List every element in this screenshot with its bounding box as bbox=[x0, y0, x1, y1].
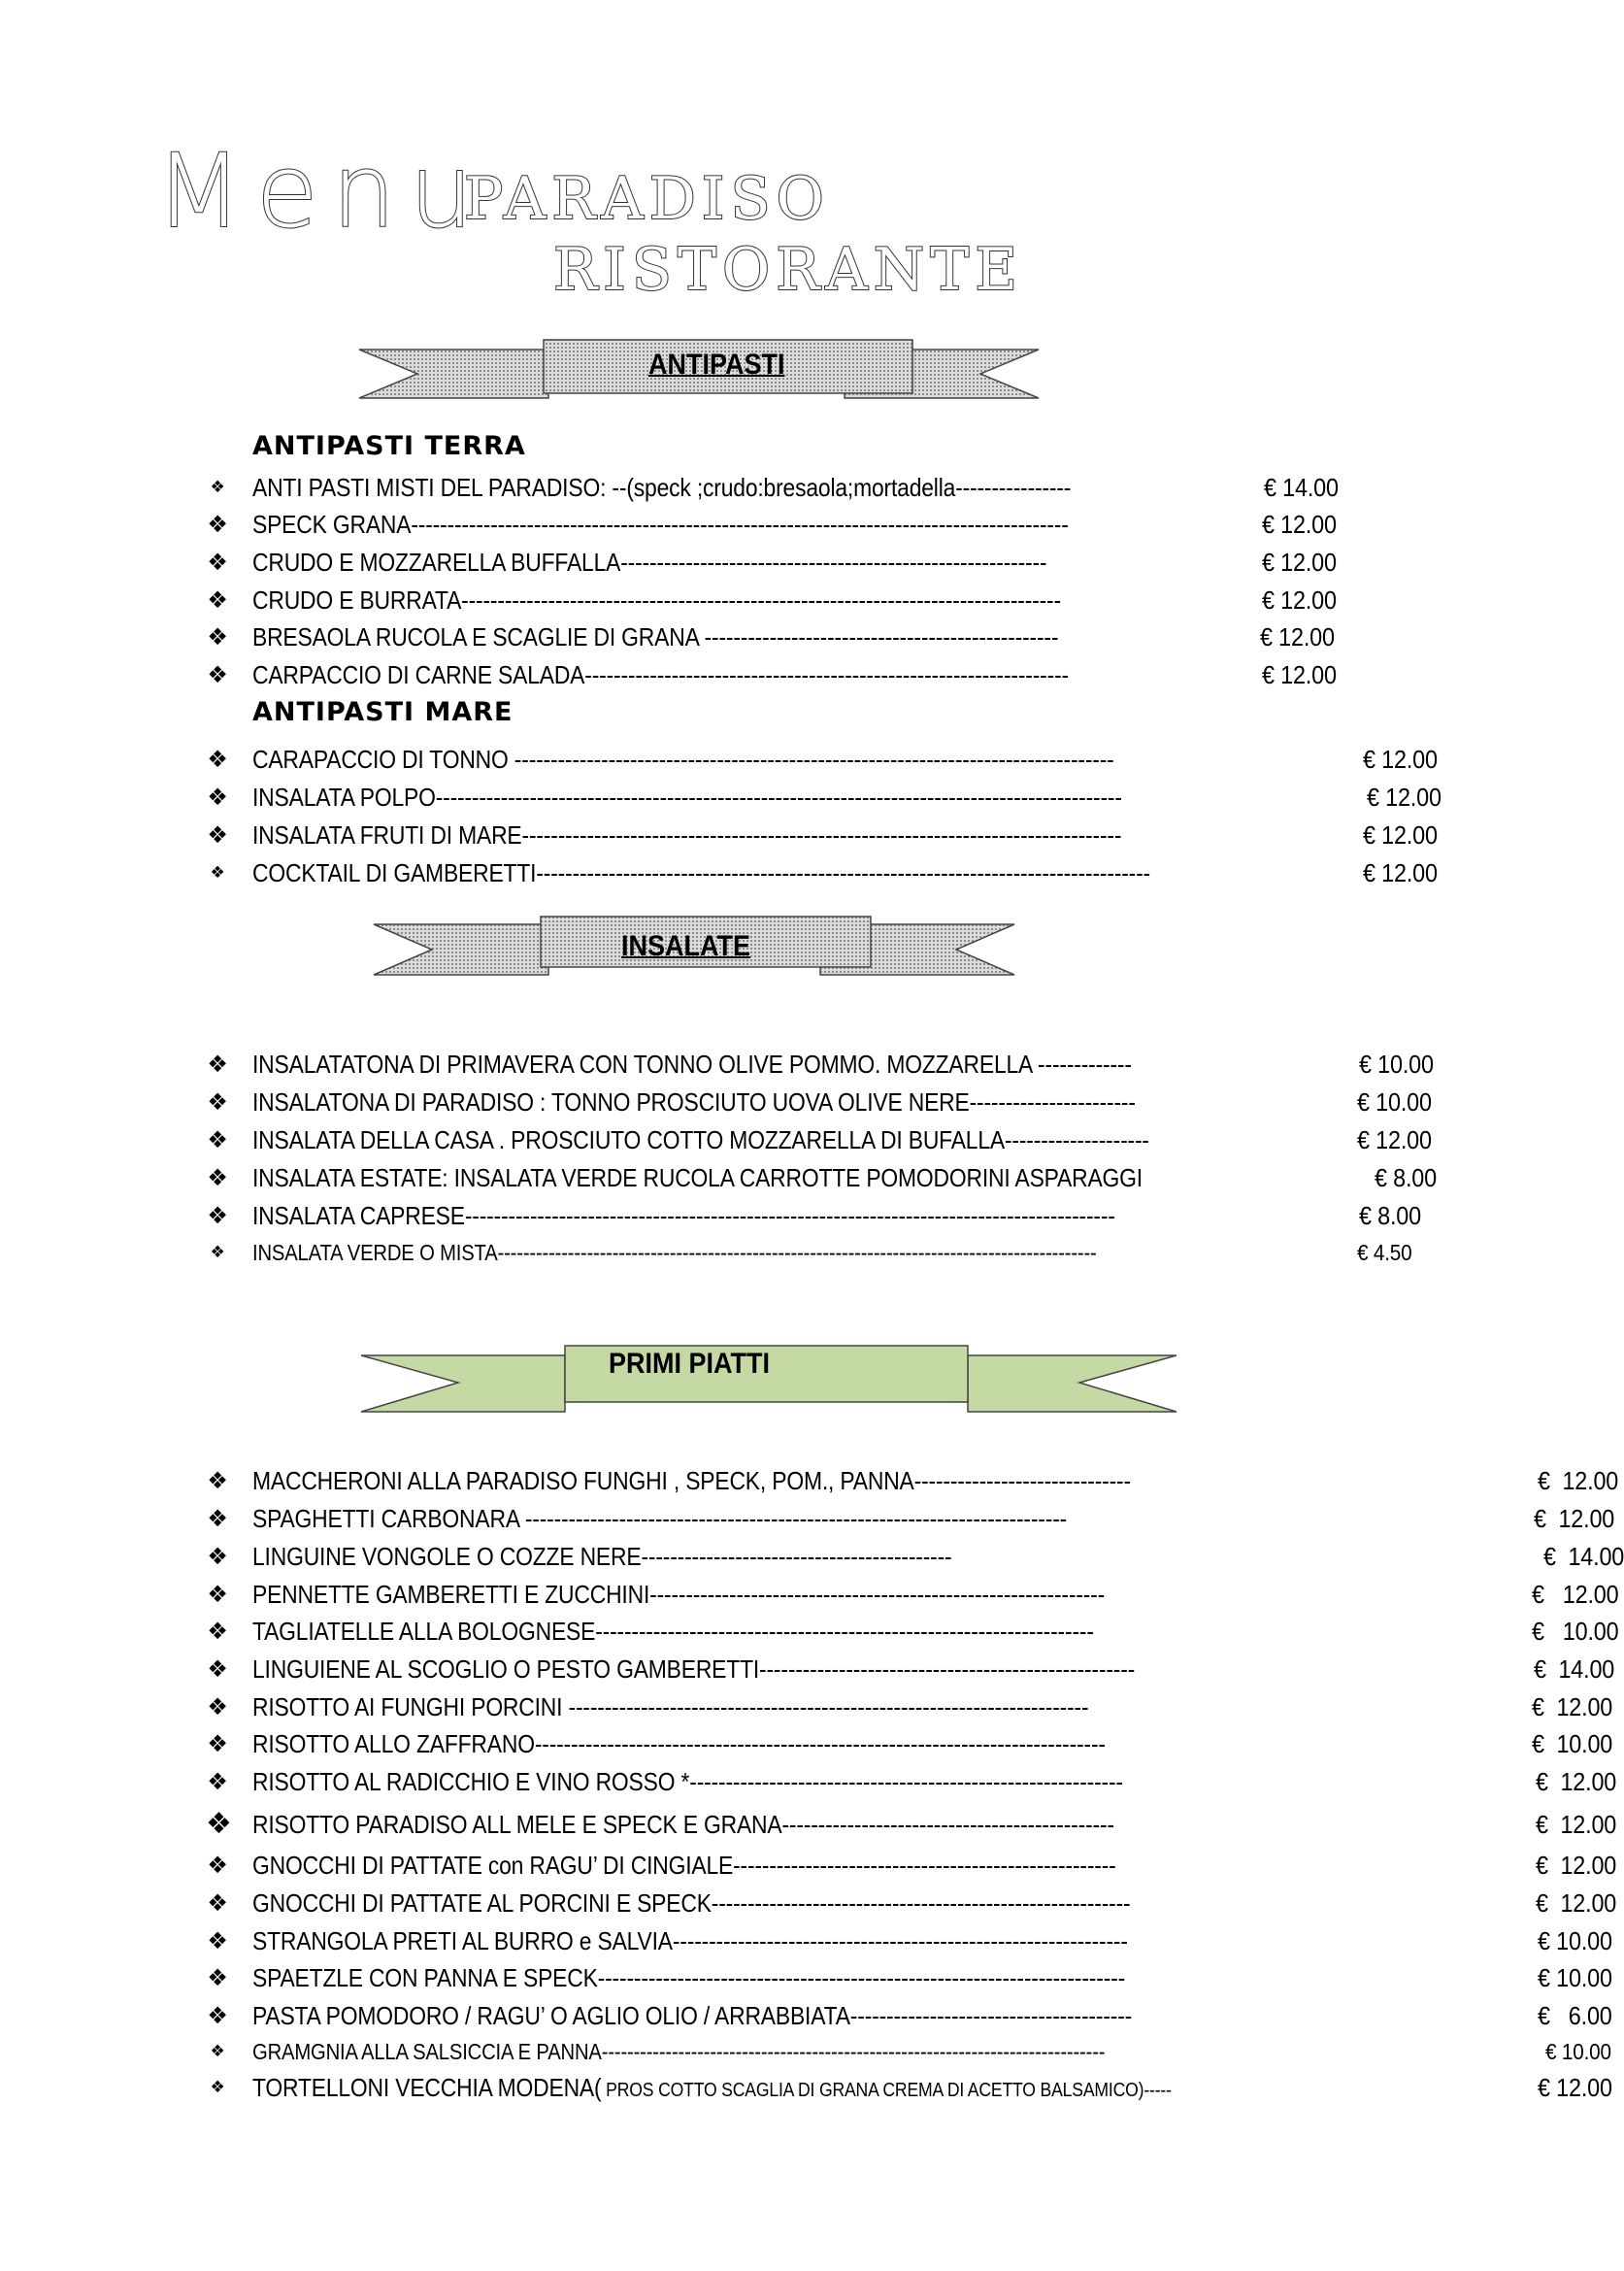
price: € 12.00 bbox=[1262, 585, 1337, 615]
diamond-bullet-icon: ❖ bbox=[207, 623, 228, 651]
title-paradiso-word: PARADISO bbox=[464, 165, 830, 233]
item-description: PROS COTTO SCAGLIA DI GRANA CREMA DI ACETTO BALSAMICO)----- bbox=[601, 2080, 1172, 2101]
price: € 8.00 bbox=[1359, 1201, 1421, 1230]
diamond-bullet-icon: ❖ bbox=[207, 1202, 228, 1229]
price: € 10.00 bbox=[1357, 1087, 1432, 1117]
price: € 14.00 bbox=[1264, 473, 1339, 502]
title-menu-word: Menu bbox=[155, 132, 487, 250]
price: € 12.00 bbox=[1538, 2073, 1612, 2102]
diamond-bullet-icon: ❖ bbox=[207, 511, 228, 538]
price: € 10.00 bbox=[1538, 1963, 1612, 1992]
price: € 12.00 bbox=[1260, 622, 1335, 651]
price: € 12.00 bbox=[1532, 1580, 1619, 1609]
price: € 12.00 bbox=[1262, 548, 1337, 577]
diamond-bullet-icon: ❖ bbox=[210, 1243, 225, 1262]
diamond-bullet-icon: ❖ bbox=[207, 586, 228, 614]
diamond-bullet-icon: ❖ bbox=[207, 1964, 228, 1991]
diamond-bullet-icon: ❖ bbox=[207, 1051, 228, 1078]
diamond-bullet-icon: ❖ bbox=[207, 661, 228, 688]
diamond-bullet-icon: ❖ bbox=[207, 1693, 228, 1720]
price: € 4.50 bbox=[1357, 1240, 1412, 1265]
price: € 12.00 bbox=[1363, 858, 1438, 887]
diamond-bullet-icon: ❖ bbox=[207, 1543, 228, 1570]
price: € 12.00 bbox=[1534, 1504, 1615, 1533]
price: € 10.00 bbox=[1359, 1050, 1434, 1079]
diamond-bullet-icon: ❖ bbox=[207, 1889, 228, 1917]
diamond-bullet-icon: ❖ bbox=[207, 1655, 228, 1683]
diamond-bullet-icon: ❖ bbox=[210, 2078, 225, 2097]
diamond-bullet-icon: ❖ bbox=[207, 1126, 228, 1153]
price: € 12.00 bbox=[1538, 1466, 1619, 1495]
diamond-bullet-icon: ❖ bbox=[207, 1852, 228, 1879]
diamond-bullet-icon: ❖ bbox=[207, 1467, 228, 1494]
diamond-bullet-icon: ❖ bbox=[207, 784, 228, 811]
item-name: TORTELLONI VECCHIA MODENA( bbox=[252, 2073, 602, 2102]
diamond-bullet-icon: ❖ bbox=[207, 1927, 228, 1954]
diamond-bullet-icon: ❖ bbox=[207, 1618, 228, 1645]
diamond-bullet-icon: ❖ bbox=[207, 1088, 228, 1116]
antipasti-mare-heading: ANTIPASTI MARE bbox=[252, 697, 514, 727]
primi-piatti-banner bbox=[361, 1344, 1177, 1419]
price: € 12.00 bbox=[1536, 1767, 1617, 1796]
price: € 12.00 bbox=[1367, 783, 1442, 812]
diamond-bullet-icon: ❖ bbox=[206, 1807, 232, 1841]
price: € 10.00 bbox=[1532, 1617, 1619, 1646]
diamond-bullet-icon: ❖ bbox=[207, 1730, 228, 1757]
price: € 12.00 bbox=[1536, 1888, 1617, 1918]
antipasti-banner bbox=[359, 335, 1039, 408]
diamond-bullet-icon: ❖ bbox=[207, 821, 228, 849]
diamond-bullet-icon: ❖ bbox=[210, 2042, 225, 2061]
price: € 12.00 bbox=[1363, 820, 1438, 850]
price: € 10.00 bbox=[1545, 2039, 1611, 2064]
price: € 12.00 bbox=[1262, 510, 1337, 539]
diamond-bullet-icon: ❖ bbox=[207, 1164, 228, 1191]
antipasti-terra-heading: ANTIPASTI TERRA bbox=[252, 431, 526, 461]
price: € 10.00 bbox=[1532, 1729, 1613, 1758]
diamond-bullet-icon: ❖ bbox=[210, 863, 225, 883]
primi-piatti-banner-label: PRIMI PIATTI bbox=[609, 1348, 771, 1380]
diamond-bullet-icon: ❖ bbox=[207, 549, 228, 576]
title-ristorante-word: RISTORANTE bbox=[553, 236, 1024, 304]
diamond-bullet-icon: ❖ bbox=[207, 746, 228, 773]
price: € 12.00 bbox=[1532, 1692, 1613, 1721]
price: € 12.00 bbox=[1357, 1125, 1432, 1154]
diamond-bullet-icon: ❖ bbox=[210, 478, 225, 497]
diamond-bullet-icon: ❖ bbox=[207, 1505, 228, 1532]
diamond-bullet-icon: ❖ bbox=[207, 1768, 228, 1795]
diamond-bullet-icon: ❖ bbox=[207, 2002, 228, 2029]
price: € 14.00 bbox=[1543, 1542, 1624, 1571]
price: € 12.00 bbox=[1262, 660, 1337, 689]
antipasti-banner-label: ANTIPASTI bbox=[648, 349, 785, 381]
price: € 10.00 bbox=[1538, 1926, 1612, 1955]
insalate-banner bbox=[374, 913, 1014, 985]
price: € 14.00 bbox=[1534, 1654, 1615, 1684]
insalate-banner-label: INSALATE bbox=[621, 930, 751, 962]
price: € 12.00 bbox=[1536, 1851, 1617, 1880]
diamond-bullet-icon: ❖ bbox=[207, 1581, 228, 1608]
price: € 8.00 bbox=[1375, 1163, 1437, 1192]
price: € 12.00 bbox=[1536, 1810, 1617, 1839]
price: € 6.00 bbox=[1538, 2001, 1612, 2030]
price: € 12.00 bbox=[1363, 745, 1438, 774]
